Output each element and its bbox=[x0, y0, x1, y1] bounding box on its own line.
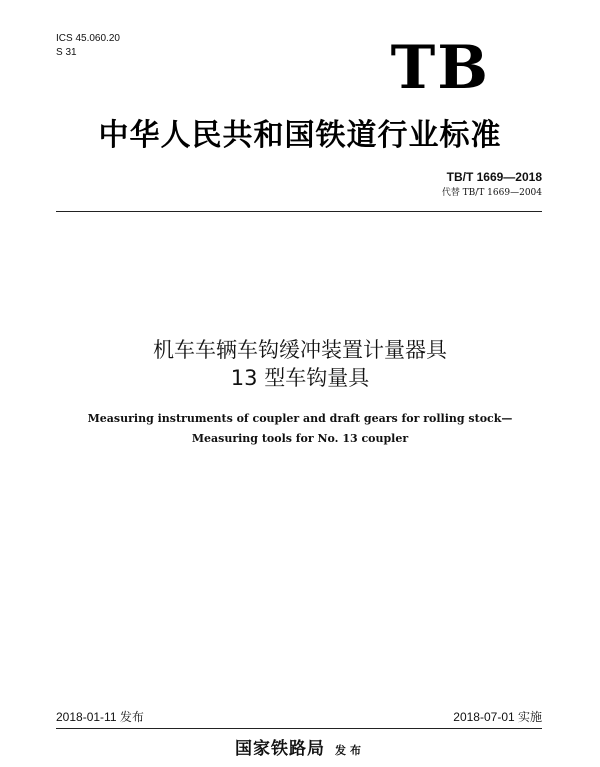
issue-date: 2018-01-11 发布 bbox=[56, 710, 144, 724]
standard-category-title: 中华人民共和国铁道行业标准 bbox=[98, 118, 502, 153]
ics-code: ICS 45.060.20 bbox=[56, 33, 120, 44]
tb-logo: TB bbox=[390, 33, 490, 103]
standard-number: TB/T 1669—2018 bbox=[446, 170, 542, 184]
chinese-title-line-1: 机车车辆车钩缓冲装置计量器具 bbox=[153, 338, 447, 362]
english-title-line-1: Measuring instruments of coupler and draft gears for rolling stock— bbox=[87, 412, 513, 425]
header-divider bbox=[56, 211, 542, 212]
publisher-line bbox=[0, 738, 600, 762]
english-title-line-2: Measuring tools for No. 13 coupler bbox=[191, 432, 409, 445]
ccs-code: S 31 bbox=[56, 47, 77, 58]
publisher-suffix: 发布 bbox=[335, 744, 365, 757]
replaces-standard: 代替 TB/T 1669—2004 bbox=[441, 188, 542, 198]
publisher-name: 国家铁路局 bbox=[235, 739, 325, 759]
footer-divider bbox=[56, 728, 542, 729]
chinese-title-line-2: 13 型车钩量具 bbox=[230, 366, 370, 390]
implementation-date: 2018-07-01 实施 bbox=[453, 710, 542, 724]
